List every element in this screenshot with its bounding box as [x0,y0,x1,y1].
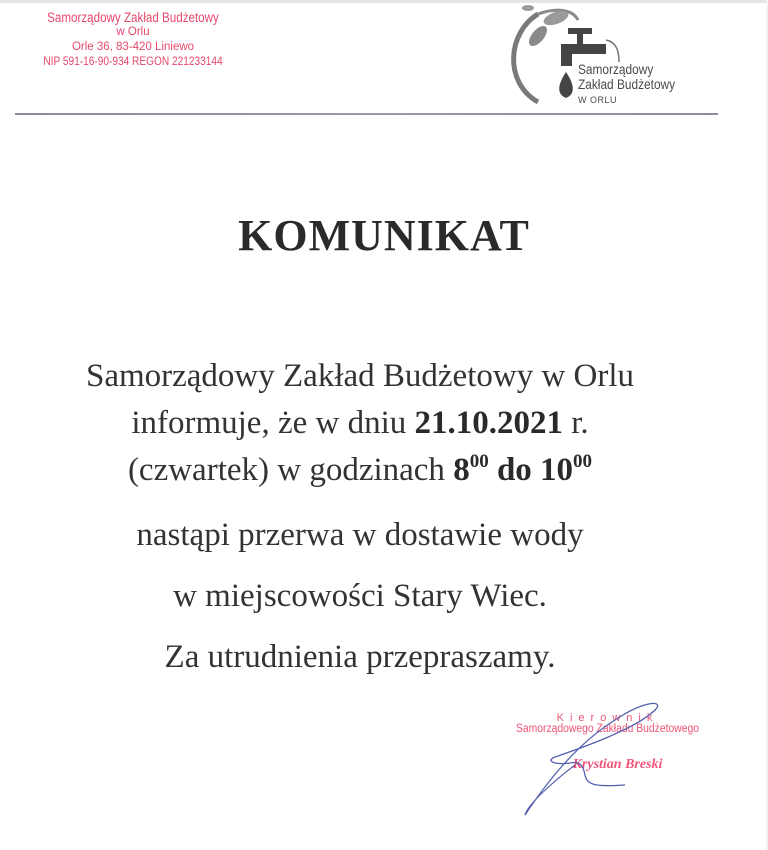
time-end [540,452,592,488]
time-end-minutes: 00 [573,451,593,472]
handwritten-signature-icon [515,695,675,825]
signature-org: Samorządowego Zakładu Budżetowego [516,723,699,735]
body-line-3-prefix: (czwartek) w godzinach [127,452,454,488]
body-line-1: Samorządowy Zakład Budżetowy w Orlu [85,358,635,394]
signature-name: Krystian Breski [572,757,663,772]
time-end-hour: 10 [540,452,574,488]
logo-line-1: Samorządowy [578,62,654,77]
body-line-2-suffix: r. [563,405,589,441]
body-line-3 [0,447,720,494]
logo-line-2: Zakład Budżetowy [578,77,676,92]
logo-line-3: W ORLU [578,95,617,105]
body-line-2-prefix: informuje, że w dniu [131,405,415,441]
stamp-city: w Orlu [116,26,150,38]
stamp-tax-ids: NIP 591-16-90-934 REGON 221233144 [43,56,223,68]
time-start [453,452,489,488]
company-stamp [28,10,238,70]
document-title: KOMUNIKAT [238,211,530,260]
body-line-6: Za utrudnienia przepraszamy. [164,639,556,675]
time-start-minutes: 00 [469,451,489,472]
logo-text [578,62,688,108]
stamp-company-name: Samorządowy Zakład Budżetowy [47,10,219,25]
signature-role: Kierownik [556,712,659,724]
announcement-body [0,353,720,681]
body-line-2 [0,400,720,447]
stamp-address: Orle 36, 83-420 Liniewo [71,41,195,53]
body-line-5: w miejscowości Stary Wiec. [173,578,547,614]
time-to: do [488,452,541,488]
header-divider [15,113,718,115]
date: 21.10.2021 [414,405,563,441]
time-start-hour: 8 [453,452,470,488]
body-line-4: nastąpi przerwa w dostawie wody [136,517,584,553]
